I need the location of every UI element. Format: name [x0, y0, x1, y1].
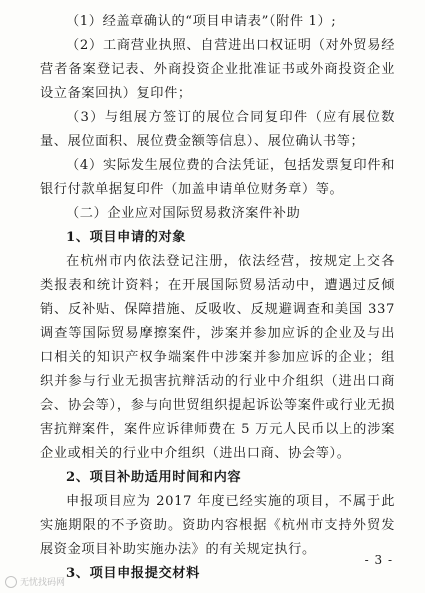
- subheading-2: 2、项目补助适用时间和内容: [66, 470, 242, 485]
- page-number: - 3 -: [364, 553, 393, 567]
- item-3: （3）与组展方签订的展位合同复印件（应有展位数量、展位面积、展位费金额等信息）、展位确认书等；: [40, 110, 395, 149]
- subheading-3: 3、项目申报提交材料: [66, 566, 200, 581]
- item-2: （2）工商营业执照、自营进出口权证明（对外贸易经营者备案登记表、外商投资企业批准证书或外商投资企业设立备案回执）复印件；: [40, 38, 395, 101]
- item-4: （4）实际发生展位费的合法凭证，包括发票复印件和银行付款单据复印件（加盖申请单位财务章）等。: [40, 158, 395, 197]
- watermark: [5, 575, 65, 588]
- paragraph-time-scope: 申报项目应为 2017 年度已经实施的项目，不属于此实施期限的不予资助。资助内容根据《杭州市支持外贸发展资金项目补助实施办法》的有关规定执行。: [40, 494, 395, 557]
- watermark-text: 无忧找码网: [20, 578, 66, 588]
- watermark-logo-icon: [5, 576, 17, 588]
- paragraph-applicants: 在杭州市内依法登记注册，依法经营，按规定上交各类报表和统计资料；在开展国际贸易活动中，遭遇过反倾销、反补贴、保障措施、反吸收、反规避调查和美国 337 调查等国际贸易摩擦案件，涉案并参加应诉的企业及与出口相关的知识产权争端案件中涉案并参加应诉的企业；组织并参与行业无损害抗辩活动的行业中介组织（进出口商会、协会等），参与向世贸组织提起诉讼等案件或行业无损害抗辩案件，案件应诉律师费在 5 万元人民币以上的涉案企业或相关的行业中介组织（进出口商、协会等）。: [40, 254, 395, 461]
- document-body: [40, 10, 395, 586]
- subheading-1: 1、项目申请的对象: [66, 230, 187, 245]
- section-heading: （二）企业应对国际贸易救济案件补助: [66, 206, 301, 221]
- item-1: （1）经盖章确认的“项目申请表”（附件 1）;: [66, 14, 337, 29]
